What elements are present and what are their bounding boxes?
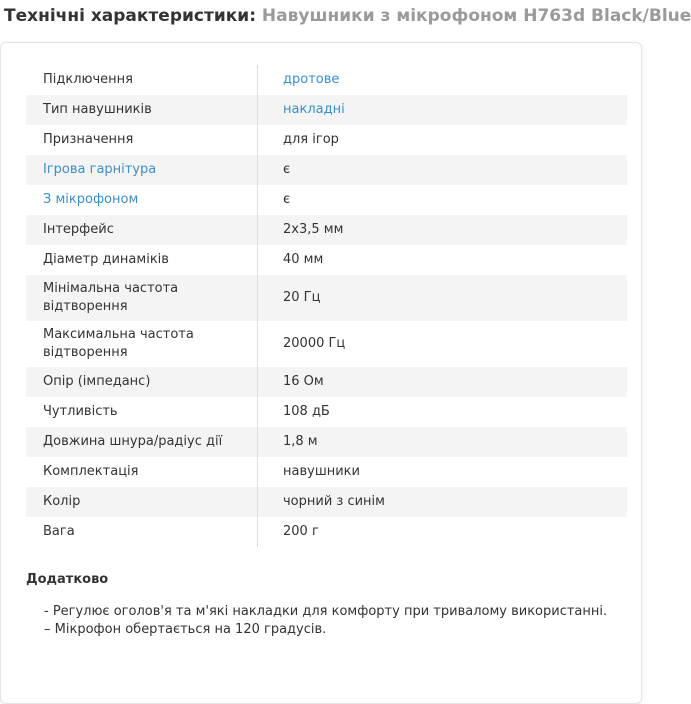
table-row [26,457,627,487]
spec-key: Комплектація [26,457,258,487]
spec-key: Колір [26,487,258,517]
table-row [26,275,627,321]
spec-value: 40 мм [283,252,324,267]
spec-value: 108 дБ [283,404,330,419]
specs-table [26,65,627,547]
table-row [26,155,627,185]
spec-key: Інтерфейс [26,215,258,245]
spec-value: 200 г [283,524,319,539]
table-row [26,487,627,517]
spec-value: 20 Гц [258,275,628,321]
spec-value-link[interactable]: дротове [283,72,340,87]
spec-key: Мінімальна частота відтворення [26,275,258,321]
extra-heading: Додатково [26,572,109,587]
title-lead: Технічні характеристики: [4,6,256,26]
spec-key: Максимальна частота відтворення [26,321,258,367]
table-row [26,397,627,427]
spec-value: для ігор [283,132,339,147]
spec-value: 2х3,5 мм [258,215,628,245]
spec-key: Чутливість [26,397,258,427]
spec-key: Підключення [26,65,258,95]
table-row [26,517,627,547]
table-row [26,65,627,95]
table-row [26,245,627,275]
table-row [26,427,627,457]
spec-key: Вага [26,517,258,547]
spec-key: Опір (імпеданс) [26,367,258,397]
extra-line: – Мікрофон обертається на 120 градусів. [44,622,327,637]
spec-value-link[interactable]: накладні [283,102,345,117]
spec-value: 20000 Гц [283,336,346,351]
spec-value: чорний з синім [258,487,628,517]
spec-key-link[interactable]: Ігрова гарнітура [43,162,157,177]
spec-value: є [283,192,291,207]
page-title [4,6,691,26]
spec-key-link[interactable]: З мікрофоном [43,192,139,207]
table-row [26,125,627,155]
spec-key: Довжина шнура/радіус дії [26,427,258,457]
table-row [26,321,627,367]
spec-key: Діаметр динаміків [26,245,258,275]
table-row [26,185,627,215]
spec-value: є [258,155,628,185]
table-row [26,215,627,245]
table-row [26,367,627,397]
title-product: Навушники з мікрофоном H763d Black/Blue [261,6,691,26]
spec-value: 1,8 м [258,427,628,457]
extra-line: - Регулює оголов'я та м'які накладки для комфорту при тривалому використанні. [44,604,608,619]
table-row [26,95,627,125]
spec-key: Тип навушників [26,95,258,125]
spec-value: навушники [283,464,360,479]
spec-value: 16 Ом [258,367,628,397]
spec-key: Призначення [26,125,258,155]
